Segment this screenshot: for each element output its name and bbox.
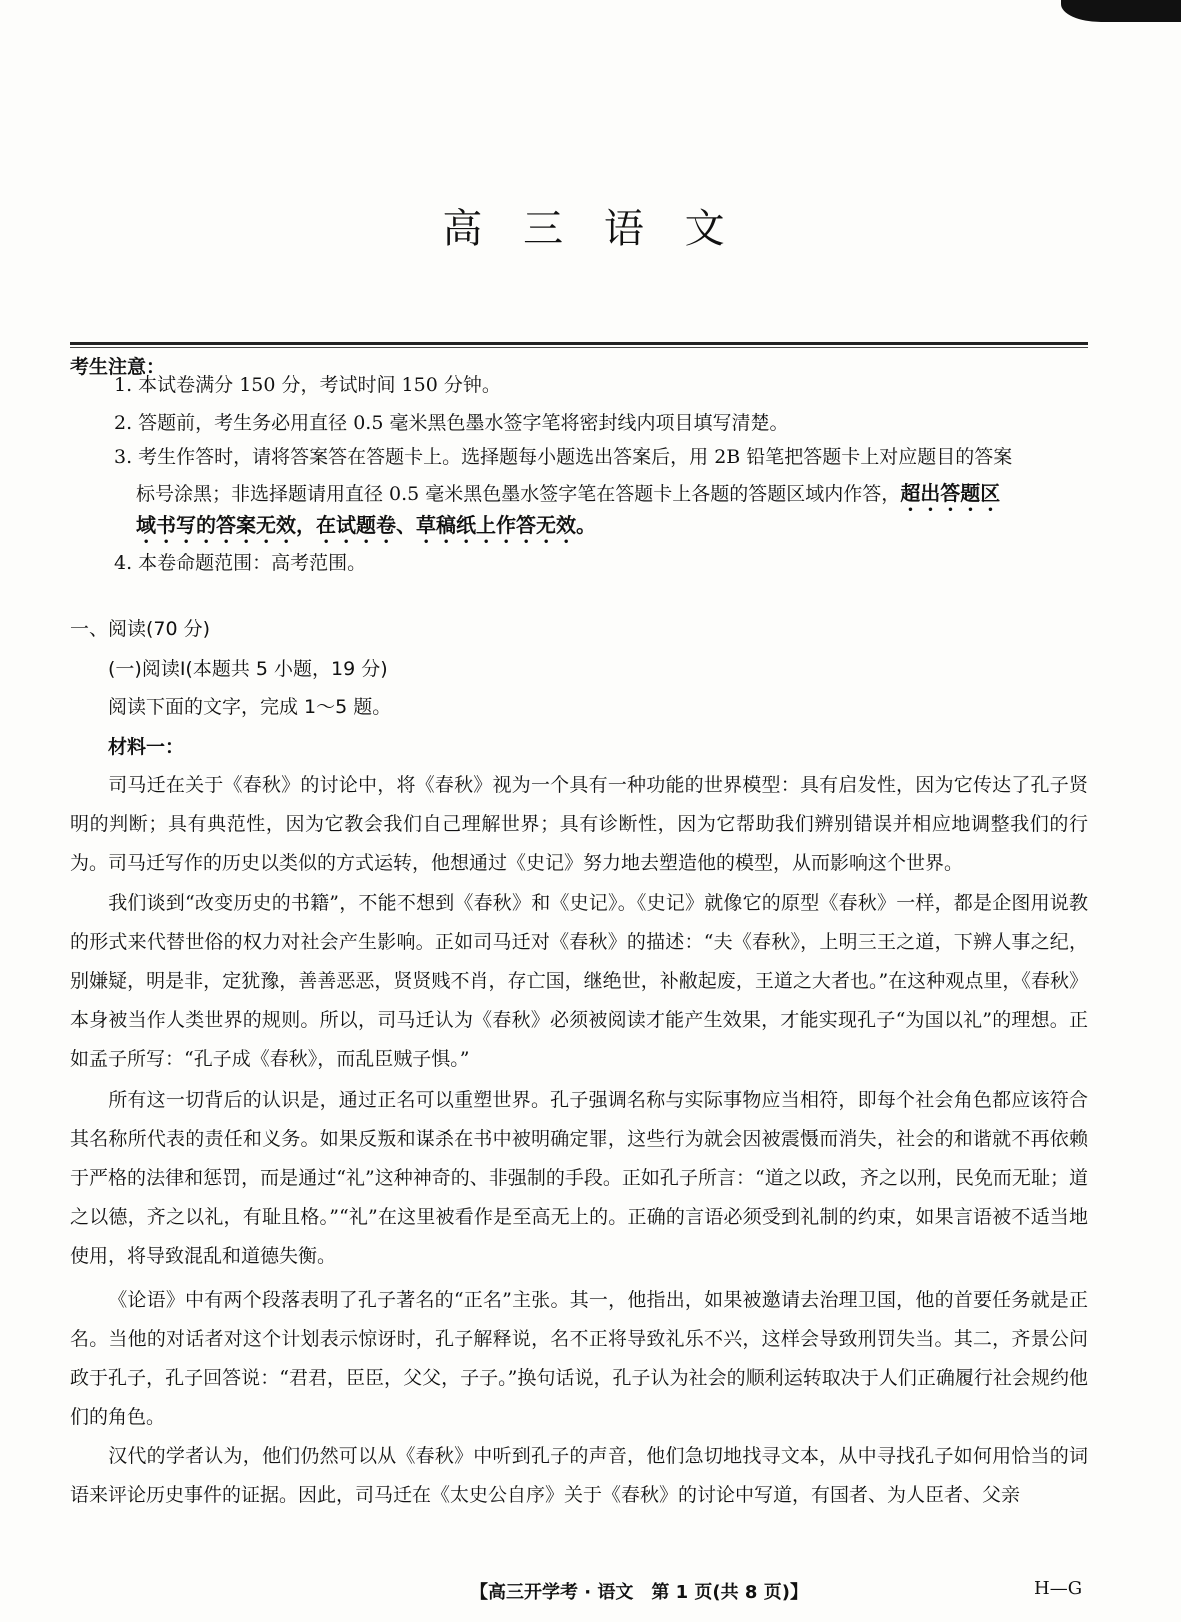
paragraph-1-text: 司马迁在关于《春秋》的讨论中，将《春秋》视为一个具有一种功能的世界模型：具有启发性，因为它传达了孔子贤明的判断；具有典范性，因为它教会我们自己理解世界；具有诊断性，因为它帮助我们辨别错误并相应地调整我们的行为。司马迁写作的历史以类似的方式运转，他想通过《史记》努力地去塑造他的模型，从而影响这个世界。 [70, 774, 1088, 874]
section-heading: 一、阅读(70 分) [70, 618, 211, 640]
notice-item-3-line-2 [136, 480, 1000, 516]
notice-item-4: 4. 本卷命题范围：高考范围。 [114, 552, 367, 574]
paragraph-4-text: 《论语》中有两个段落表明了孔子著名的“正名”主张。其一，他指出，如果被邀请去治理卫国，他的首要任务就是正名。当他的对话者对这个计划表示惊讶时，孔子解释说，名不正将导致礼乐不兴，这样会导致刑罚失当。其二，齐景公问政于孔子，孔子回答说：“君君，臣臣，父父，子子。”换句话说，孔子认为社会的顺利运转取决于人们正确履行社会规约他们的角色。 [70, 1289, 1088, 1428]
paragraph-5 [70, 1437, 1088, 1515]
paragraph-2-text: 我们谈到“改变历史的书籍”，不能不想到《春秋》和《史记》。《史记》就像它的原型《春秋》一样，都是企图用说教的形式来代替世俗的权力对社会产生影响。正如司马迁对《春秋》的描述：“夫《春秋》，上明三王之道，下辨人事之纪，别嫌疑，明是非，定犹豫，善善恶恶，贤贤贱不肖，存亡国，继绝世，补敝起废，王道之大者也。”在这种观点里，《春秋》本身被当作人类世界的规则。所以，司马迁认为《春秋》必须被阅读才能产生效果，才能实现孔子“为国以礼”的理想。正如孟子所写：“孔子成《春秋》，而乱臣贼子惧。” [70, 892, 1088, 1070]
page-footer: 【高三开学考 · 语文 第 1 页(共 8 页)】 [470, 1582, 808, 1603]
paragraph-5-text: 汉代的学者认为，他们仍然可以从《春秋》中听到孔子的声音，他们急切地找寻文本，从中寻找孔子如何用恰当的词语来评论历史事件的证据。因此，司马迁在《太史公自序》关于《春秋》的讨论中写道，有国者、为人臣者、父亲 [70, 1445, 1088, 1506]
notice-item-3-line-3: 域书写的答案无效，在试题卷、草稿纸上作答无效。 [136, 513, 596, 537]
subsection-heading: (一)阅读Ⅰ(本题共 5 小题，19 分) [108, 658, 388, 680]
reading-instruction: 阅读下面的文字，完成 1～5 题。 [108, 696, 392, 718]
material-label: 材料一： [108, 736, 185, 758]
page-title: 高 三 语 文 [442, 205, 739, 252]
paragraph-1 [70, 766, 1088, 883]
notice-item-3-normal: 标号涂黑；非选择题请用直径 0.5 毫米黑色墨水签字笔在答题卡上各题的答题区域内作答， [136, 483, 901, 505]
notice-item-1: 1. 本试卷满分 150 分，考试时间 150 分钟。 [114, 374, 501, 396]
paragraph-2 [70, 884, 1088, 1079]
notice-item-3-emphasis: 超出答题区 [900, 481, 1001, 505]
paragraph-3 [70, 1081, 1088, 1276]
paper-code: H—G [1034, 1578, 1083, 1599]
notice-heading: 考生注意： [70, 356, 166, 378]
paragraph-3-text: 所有这一切背后的认识是，通过正名可以重塑世界。孔子强调名称与实际事物应当相符，即每个社会角色都应该符合其名称所代表的责任和义务。如果反叛和谋杀在书中被明确定罪，这些行为就会因被震慑而消失，社会的和谐就不再依赖于严格的法律和惩罚，而是通过“礼”这种神奇的、非强制的手段。正如孔子所言：“道之以政，齐之以刑，民免而无耻；道之以德，齐之以礼，有耻且格。”“礼”在这里被看作是至高无上的。正确的言语必须受到礼制的约束，如果言语被不适当地使用，将导致混乱和道德失衡。 [70, 1089, 1088, 1267]
notice-item-2: 2. 答题前，考生务必用直径 0.5 毫米黑色墨水签字笔将密封线内项目填写清楚。 [114, 412, 789, 434]
notice-item-3: 3. 考生作答时，请将答案答在答题卡上。选择题每小题选出答案后，用 2B 铅笔把答题卡上对应题目的答案 [114, 446, 1013, 468]
paragraph-4 [70, 1281, 1088, 1437]
header-divider [70, 342, 1088, 348]
scan-corner-shadow [1061, 0, 1181, 22]
